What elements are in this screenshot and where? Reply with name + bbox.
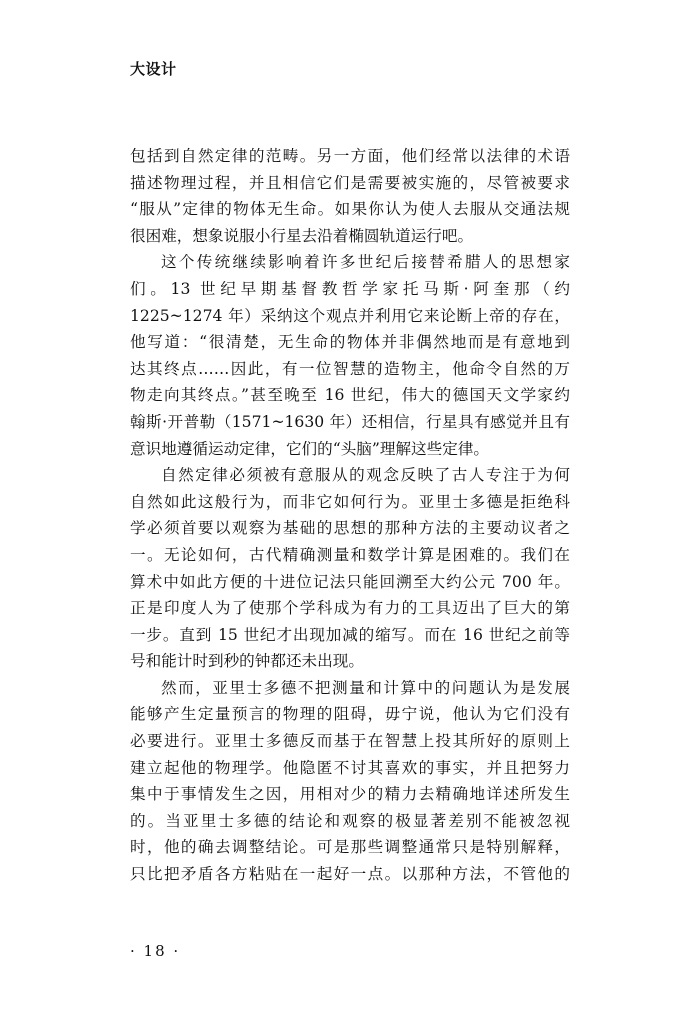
running-header: 大设计 [130,60,177,78]
text-line: 时，他的确去调整结论。可是那些调整通常只是特别解释， [130,838,570,857]
text-line: 包括到自然定律的范畴。另一方面，他们经常以法律的术语 [130,147,570,165]
text-line: 自然如此这般行为，而非它如何行为。亚里士多德是拒绝科 [130,492,570,511]
text-line: 学必须首要以观察为基础的思想的那种方法的主要动议者之 [130,519,570,538]
paragraph-first-line: 然而，亚里士多德不把测量和计算中的问题认为是发展 [161,678,570,697]
body-text [130,143,570,888]
text-line: 号和能计时到秒的钟都还未出现。 [130,652,364,671]
text-line: “服从”定律的物体无生命。如果你认为使人去服从交通法规 [130,200,570,219]
text-line: 能够产生定量预言的物理的阻碍，毋宁说，他认为它们没有 [130,705,570,724]
text-line: 描述物理过程，并且相信它们是需要被实施的，尽管被要求 [130,173,570,192]
text-line: 们。13 世纪早期基督教哲学家托马斯·阿奎那（约 [130,279,570,298]
text-line: 一步。直到 15 世纪才出现加减的缩写。而在 16 世纪之前等 [130,625,570,644]
text-line: 的。当亚里士多德的结论和观察的极显著差别不能被忽视 [130,811,570,830]
text-line: 他写道：“很清楚，无生命的物体并非偶然地而是有意地到 [130,333,570,352]
text-line: 必要进行。亚里士多德反而基于在智慧上投其所好的原则上 [130,732,570,751]
text-line: 达其终点……因此，有一位智慧的造物主，他命令自然的万 [130,359,570,378]
text-line: 算术中如此方便的十进位记法只能回溯至大约公元 700 年。 [130,572,570,591]
text-line: 翰斯·开普勒（1571~1630 年）还相信，行星具有感觉并且有 [130,412,570,431]
paragraph-first-line: 这个传统继续影响着许多世纪后接替希腊人的思想家 [161,253,570,272]
text-line: 意识地遵循运动定律，它们的“头脑”理解这些定律。 [130,439,490,458]
text-line: 正是印度人为了使那个学科成为有力的工具迈出了巨大的第 [130,599,570,618]
text-line: 物走向其终点。”甚至晚至 16 世纪，伟大的德国天文学家约 [130,386,570,405]
text-line: 建立起他的物理学。他隐匿不讨其喜欢的事实，并且把努力 [130,758,570,777]
text-line: 集中于事情发生之因，用相对少的精力去精确地详述所发生 [130,785,570,804]
text-line: 一。无论如何，古代精确测量和数学计算是困难的。我们在 [130,545,570,564]
paragraph-first-line: 自然定律必须被有意服从的观念反映了古人专注于为何 [161,466,570,485]
text-line: 1225~1274 年）采纳这个观点并利用它来论断上帝的存在， [130,306,570,325]
page-number: · 18 · [130,942,181,960]
text-line: 只比把矛盾各方粘贴在一起好一点。以那种方法，不管他的 [130,865,570,884]
text-line: 很困难，想象说服小行星去沿着椭圆轨道运行吧。 [130,226,474,245]
